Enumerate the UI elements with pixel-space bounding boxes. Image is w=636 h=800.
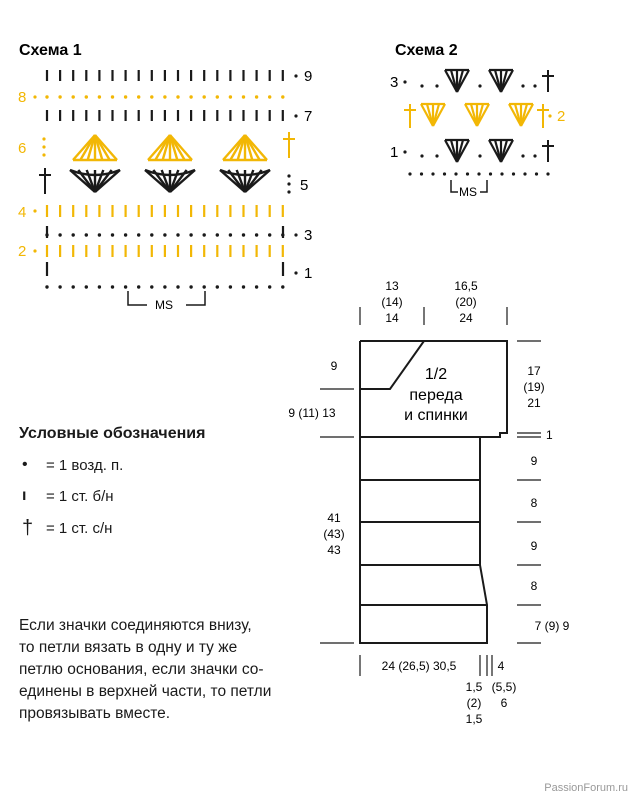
- chain-mark: [533, 84, 536, 87]
- chain-mark: [512, 172, 515, 175]
- chain-mark: [216, 233, 219, 236]
- legend-title: Условные обозначения: [19, 425, 206, 442]
- chain-mark: [137, 95, 140, 98]
- instruction-note: [19, 615, 309, 725]
- chain-mark: [111, 233, 114, 236]
- chain-mark: [203, 233, 206, 236]
- chain-mark: [72, 285, 75, 288]
- chain-mark: [242, 233, 245, 236]
- chain-mark: [454, 172, 457, 175]
- chain-mark: [189, 95, 192, 98]
- chain-mark: [521, 154, 524, 157]
- chain-mark: [58, 285, 61, 288]
- chain-mark: [176, 233, 179, 236]
- dim-top-right-2: (20): [455, 295, 477, 309]
- chain-mark: [489, 172, 492, 175]
- dim-bottom-b-1: 4: [497, 659, 505, 673]
- chain-mark: [176, 95, 179, 98]
- chain-mark: [98, 285, 101, 288]
- scheme1-row-7: [47, 110, 283, 121]
- chain-mark: [242, 285, 245, 288]
- scheme1-row-9: [47, 70, 283, 81]
- chain-mark: [435, 154, 438, 157]
- chain-mark: [443, 172, 446, 175]
- scheme1-row-6: [73, 135, 267, 160]
- chain-mark: [255, 95, 258, 98]
- dim-right-17-2: (19): [523, 380, 545, 394]
- scheme1-row-2: [47, 245, 283, 257]
- dim-right-stripe-4: 8: [530, 579, 538, 593]
- chain-mark: [137, 233, 140, 236]
- note-line-5: провязывать вместе.: [19, 705, 171, 722]
- scheme1-dagger-left: [39, 168, 51, 194]
- chain-mark: [124, 285, 127, 288]
- chain-mark: [98, 95, 101, 98]
- chain-mark: [72, 233, 75, 236]
- scheme1-row-4: [47, 205, 283, 217]
- scheme2-base-row: [408, 172, 549, 175]
- dim-top-left-2: (14): [381, 295, 403, 309]
- chain-mark: [535, 172, 538, 175]
- chain-mark: [85, 95, 88, 98]
- dim-right-stripe-1: 9: [530, 454, 538, 468]
- chain-mark: [268, 95, 271, 98]
- chain-mark: [478, 154, 481, 157]
- dim-top-right-3: 24: [459, 311, 473, 325]
- dim-bottom-a-1: 1,5: [465, 680, 483, 694]
- scheme1-label-2: 2: [18, 243, 27, 260]
- scheme1-label-6: 6: [18, 140, 27, 157]
- dim-right-stripe-3: 9: [530, 539, 538, 553]
- chain-mark: [98, 233, 101, 236]
- chain-mark: [466, 172, 469, 175]
- chain-mark: [150, 285, 153, 288]
- legend-text-dc: = 1 ст. с/н: [46, 520, 113, 537]
- chain-mark: [478, 84, 481, 87]
- chain-mark: [203, 285, 206, 288]
- chain-mark: [431, 172, 434, 175]
- scheme2-repeat-label: MS: [459, 185, 477, 199]
- scheme1-row-8: [45, 95, 284, 98]
- dim-right-bottom: 7 (9) 9: [534, 619, 570, 633]
- chain-mark: [163, 285, 166, 288]
- scheme1-label-3: 3: [304, 227, 313, 244]
- chain-mark: [229, 233, 232, 236]
- chain-mark: [150, 95, 153, 98]
- chain-mark: [189, 233, 192, 236]
- chain-mark: [58, 233, 61, 236]
- legend-text-sc: = 1 ст. б/н: [46, 488, 114, 505]
- chain-mark: [150, 233, 153, 236]
- dim-right-1: 1: [546, 428, 553, 442]
- chain-mark: [163, 95, 166, 98]
- chain-mark: [176, 285, 179, 288]
- pattern-label-half: 1/2: [424, 366, 448, 383]
- scheme1-dagger-right: [283, 132, 295, 158]
- dim-right-17-1: 17: [527, 364, 541, 378]
- chain-mark: [203, 95, 206, 98]
- scheme2-label-2: 2: [557, 108, 566, 125]
- dim-bottom-a-3: 1,5: [465, 712, 483, 726]
- chain-mark: [420, 84, 423, 87]
- scheme1-row-1: [45, 285, 284, 288]
- scheme2-row-3: [420, 70, 554, 92]
- chain-mark: [189, 285, 192, 288]
- chain-mark: [268, 233, 271, 236]
- scheme2-chart: [404, 70, 554, 199]
- dim-bottom-b-3: 6: [500, 696, 508, 710]
- chain-mark: [229, 285, 232, 288]
- dim-left-41-1: 41: [327, 511, 341, 525]
- scheme1-label-5: 5: [300, 177, 309, 194]
- chain-mark: [281, 95, 284, 98]
- scheme1-title: Схема 1: [19, 42, 82, 59]
- chain-mark: [523, 172, 526, 175]
- chain-mark: [72, 95, 75, 98]
- chain-mark: [216, 95, 219, 98]
- note-line-4: единены в верхней части, то петли: [19, 683, 272, 700]
- scheme1-right-dots: [287, 74, 297, 274]
- dim-left-41-3: 43: [327, 543, 341, 557]
- chain-mark: [420, 172, 423, 175]
- dim-left-41-2: (43): [323, 527, 345, 541]
- chain-mark: [216, 285, 219, 288]
- scheme1-row-5: [70, 170, 270, 192]
- chain-mark: [111, 95, 114, 98]
- scheme1-label-1: 1: [304, 265, 313, 282]
- chain-mark: [420, 154, 423, 157]
- legend-text-chain: = 1 возд. п.: [46, 457, 124, 474]
- chain-mark: [408, 172, 411, 175]
- pattern-label-front: переда: [409, 387, 463, 404]
- chain-mark: [242, 95, 245, 98]
- dim-left-9-11-13: 9 (11) 13: [288, 406, 336, 420]
- note-line-3: петлю основания, если значки со-: [19, 661, 264, 678]
- chain-mark: [533, 154, 536, 157]
- chain-mark: [546, 172, 549, 175]
- legend-symbol-chain: •: [22, 456, 28, 473]
- chain-mark: [268, 285, 271, 288]
- chain-mark: [124, 95, 127, 98]
- scheme2-title: Схема 2: [395, 42, 458, 59]
- chain-mark: [229, 95, 232, 98]
- chain-mark: [521, 84, 524, 87]
- chain-mark: [111, 285, 114, 288]
- scheme2-label-3: 3: [390, 74, 399, 91]
- chain-mark: [281, 285, 284, 288]
- dim-left-9: 9: [330, 359, 338, 373]
- chain-mark: [255, 233, 258, 236]
- watermark: PassionForum.ru: [544, 782, 628, 794]
- chain-mark: [255, 285, 258, 288]
- legend-symbol-sc: ı: [22, 487, 27, 504]
- dim-bottom-a-2: (2): [466, 696, 482, 710]
- dim-top-left-1: 13: [385, 279, 399, 293]
- chain-mark: [45, 285, 48, 288]
- dim-right-stripe-2: 8: [530, 496, 538, 510]
- scheme1-repeat-label: MS: [155, 298, 173, 312]
- dim-bottom-b-2: (5,5): [491, 680, 517, 694]
- note-line-1: Если значки соединяются внизу,: [19, 617, 252, 634]
- scheme2-label-dot-2: [548, 114, 551, 117]
- chain-mark: [163, 233, 166, 236]
- chain-mark: [85, 233, 88, 236]
- scheme1-label-4: 4: [18, 204, 27, 221]
- note-line-2: то петли вязать в одну и ту же: [19, 639, 238, 656]
- scheme2-label-1: 1: [390, 144, 399, 161]
- chain-mark: [500, 172, 503, 175]
- pattern-label-back: и спинки: [404, 407, 468, 424]
- scheme2-row-1: [420, 140, 554, 162]
- scheme2-label-dots: [403, 80, 406, 153]
- scheme1-label-7: 7: [304, 108, 313, 125]
- chain-mark: [45, 95, 48, 98]
- chain-mark: [477, 172, 480, 175]
- dim-top-left-3: 14: [385, 311, 399, 325]
- dim-top-right-1: 16,5: [454, 279, 478, 293]
- scheme1-chart: [39, 70, 295, 312]
- chain-mark: [85, 285, 88, 288]
- legend-symbol-dc: †: [22, 517, 34, 539]
- scheme2-row-2: [404, 104, 549, 128]
- dim-right-17-3: 21: [527, 396, 541, 410]
- chain-mark: [124, 233, 127, 236]
- scheme1-label-9: 9: [304, 68, 313, 85]
- dim-bottom-width: 24 (26,5) 30,5: [381, 659, 457, 673]
- chain-mark: [435, 84, 438, 87]
- scheme1-label-8: 8: [18, 89, 27, 106]
- chain-mark: [137, 285, 140, 288]
- chain-mark: [58, 95, 61, 98]
